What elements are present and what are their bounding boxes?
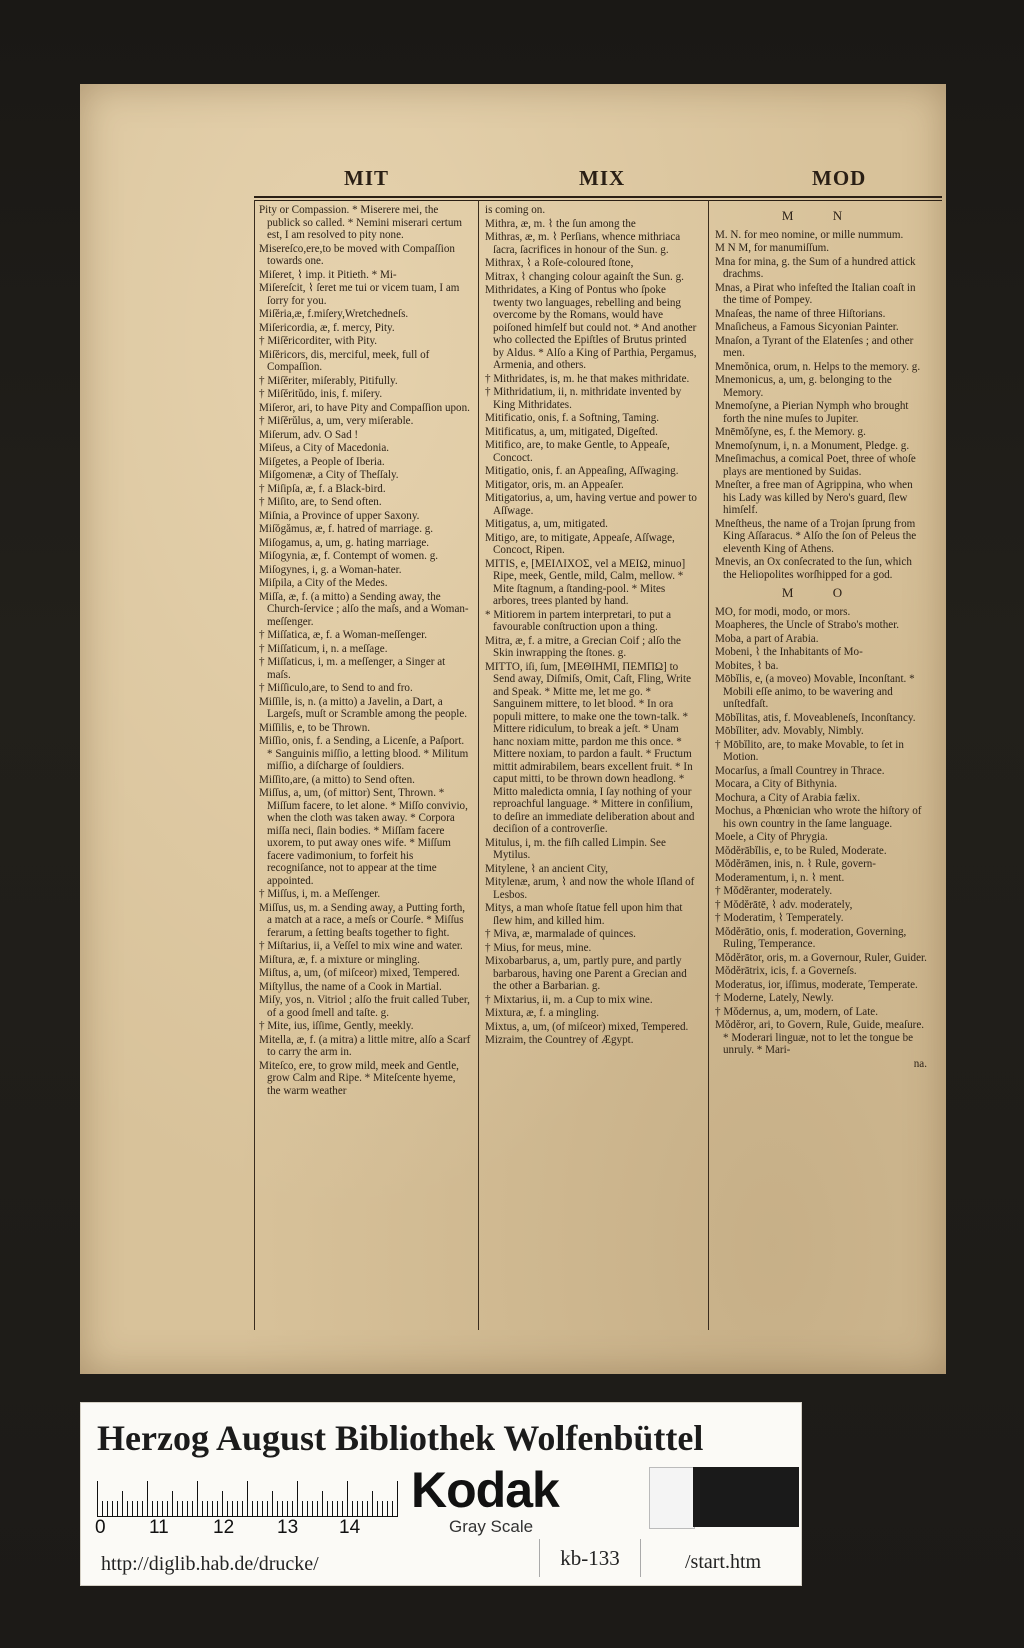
- dictionary-entry: Mixtus, a, um, (of miſceor) mixed, Tempered.: [485, 1020, 689, 1033]
- ruler-tick: [267, 1501, 268, 1517]
- dictionary-entry: Moapheres, the Uncle of Strabo's mother.: [715, 619, 900, 631]
- dictionary-entry: Mitigatorius, a, um, having vertue and power to Aſſwage.: [485, 492, 697, 517]
- column-rule-2: [708, 200, 709, 1330]
- dictionary-entry: † Miſſatica, æ, f. a Woman-meſſenger.: [259, 629, 428, 641]
- dictionary-entry: Mobeni, ⌇ the Inhabitants of Mo-: [715, 646, 863, 658]
- ruler-tick: [237, 1501, 238, 1517]
- ruler-tick: [382, 1501, 383, 1517]
- column-mod-part-a: [715, 229, 927, 582]
- dictionary-entry: M N M, for manumiſſum.: [715, 242, 830, 254]
- dictionary-entry: M. N. for meo nomine, or mille nummum.: [715, 228, 904, 241]
- dictionary-entry: Mŏdĕrāmen, inis, n. ⌇ Rule, govern-: [715, 858, 877, 870]
- ruler-tick: [357, 1501, 358, 1517]
- ruler-tick: [322, 1491, 323, 1517]
- column-mod: [715, 204, 927, 1336]
- ruler-tick: [257, 1501, 258, 1517]
- section-heading-mn: M N: [781, 208, 861, 223]
- ruler-tick: [172, 1491, 173, 1517]
- header-rule-thin: [254, 200, 942, 201]
- column-rule-1: [478, 200, 479, 1330]
- dictionary-entry: Mōbĭlis, e, (a moveo) Movable, Inconſtant. * Mobili eſſe animo, to be wavering and unſtedfaſt.: [715, 673, 915, 710]
- ruler-tick: [197, 1481, 198, 1517]
- ruler-tick: [337, 1501, 338, 1517]
- dictionary-entry: MO, for modi, modo, or mors.: [715, 605, 851, 618]
- dictionary-entry: Miſerum, adv. O Sad !: [259, 428, 359, 441]
- dictionary-entry: Mŏdĕror, ari, to Govern, Rule, Guide, meaſure. * Moderari linguæ, not to let the tongue be unruly. * Mari-: [715, 1019, 925, 1056]
- dictionary-entry: Miſŏgămus, æ, f. hatred of marriage. g.: [259, 523, 434, 535]
- dictionary-entry: Mitys, a man whoſe ſtatue fell upon him that ſlew him, and killed him.: [485, 902, 683, 927]
- dictionary-entry: † Miſĕricorditer, with Pity.: [259, 335, 378, 347]
- dictionary-entry: Miſogamus, a, um, g. hating marriage.: [259, 536, 430, 549]
- scale-ruler: [97, 1473, 397, 1517]
- column-mix: [485, 204, 697, 1336]
- ruler-tick: [117, 1501, 118, 1517]
- ruler-tick: [372, 1491, 373, 1517]
- ruler-tick: [127, 1501, 128, 1517]
- ruler-tick: [377, 1501, 378, 1517]
- dictionary-entry: Mnemŏnica, orum, n. Helps to the memory. g.: [715, 360, 921, 373]
- dictionary-entry: Miteſco, ere, to grow mild, meek and Gentle, grow Calm and Ripe. * Miteſcente hyeme, the warm weather: [259, 1059, 459, 1097]
- dictionary-entry: Miſſio, onis, f. a Sending, a Licenſe, a Paſport. * Sanguinis miſſio, a letting blood. * Militum miſſio, a diſcharge of ſouldiers.: [259, 735, 469, 772]
- dictionary-entry: Miſericordia, æ, f. mercy, Pity.: [259, 321, 395, 334]
- dictionary-entry: Moba, a part of Arabia.: [715, 632, 819, 645]
- dictionary-entry: Miſnia, a Province of upper Saxony.: [259, 509, 420, 522]
- ruler-tick: [347, 1481, 348, 1517]
- ruler-tick: [312, 1501, 313, 1517]
- dictionary-entry: Miſſa, æ, f. (a mitto) a Sending away, the Church-ſervice ; alſo the maſs, and a Woman-meſſenger.: [259, 590, 469, 628]
- dictionary-entry: MITTO, iſi, ſum, [ΜΕΘΙΗΜΙ, ΠΕΜΠΩ] to Send away, Diſmiſs, Omit, Caſt, Fling, Write and Speak. * Mitte me, let me go. * Sanguinem mittere, to let blood. * In ora populi mittere, to make one the town-talk. * Mittere ridiculum, to break a jeſt. * Unam hanc noxiam mitte, pardon me this once. * Mittere noxiam, to pardon a fault. * Fructum mittit admirabilem, bears excellent fruit. * In caput mitti, to be thrown down headlong. * Mitto maledicta omnia, I ſay nothing of your reproachful language. * Mittere in conſilium, to deſire an immediate deliberation about and deciſion of a controverſie.: [485, 660, 695, 835]
- dictionary-entry: is coming on.: [485, 204, 546, 216]
- dictionary-entry: * Mitiorem in partem interpretari, to put a favourable conſtruction upon a thing.: [485, 608, 672, 633]
- dictionary-entry: Mocara, a City of Bithynia.: [715, 778, 838, 790]
- dictionary-entry: Miſgetes, a People of Iberia.: [259, 455, 385, 468]
- ruler-tick: [152, 1501, 153, 1517]
- dictionary-entry: Mŏdĕrātrix, icis, f. a Governeſs.: [715, 965, 857, 977]
- dictionary-entry: Miſſito,are, (a mitto) to Send often.: [259, 773, 415, 786]
- ruler-tick: [352, 1501, 353, 1517]
- dictionary-entry: Mōbĭlitas, atis, f. Moveableneſs, Inconſtancy.: [715, 711, 916, 724]
- ruler-tick: [252, 1501, 253, 1517]
- shelfmark-box: kb-133: [539, 1539, 641, 1577]
- column-mit: [259, 204, 471, 1336]
- dictionary-entry: Miſtura, æ, f. a mixture or mingling.: [259, 953, 420, 966]
- ruler-tick: [277, 1501, 278, 1517]
- ruler-tick: [137, 1501, 138, 1517]
- ruler-tick: [177, 1501, 178, 1517]
- dictionary-entry: Mithridates, a King of Pontus who ſpoke twenty two languages, rebelling and being overcome by the Romans, would have poiſoned himſelf but could not. * And another who collected the Epiſtles of Brutus printed by Aldus. * Alſo a King of Parthia, Pergamus, Armenia, and others.: [485, 284, 697, 371]
- dictionary-entry: † Miſſus, i, m. a Meſſenger.: [259, 888, 381, 900]
- dictionary-entry: Mitigatio, onis, f. an Appeaſing, Aſſwaging.: [485, 465, 679, 477]
- dictionary-entry: † Miva, æ, marmalade of quinces.: [485, 928, 636, 940]
- dictionary-entry: Mna for mina, g. the Sum of a hundred attick drachms.: [715, 255, 916, 280]
- header-rule: [254, 196, 942, 198]
- ruler-tick: [212, 1501, 213, 1517]
- dictionary-entry: Miſĕria,æ, f.miſery,Wretchedneſs.: [259, 308, 409, 320]
- ruler-tick: [142, 1501, 143, 1517]
- dictionary-entry: † Mŏdĕranter, moderately.: [715, 885, 833, 897]
- dictionary-entry: Mŏdĕrābĭlis, e, to be Ruled, Moderate.: [715, 844, 887, 857]
- running-head-center: MIX: [579, 166, 626, 190]
- dictionary-entry: Mocarſus, a ſmall Countrey in Thrace.: [715, 764, 885, 777]
- dictionary-entry: Mochura, a City of Arabia fælix.: [715, 791, 861, 804]
- dictionary-entry: Miſtus, a, um, (of miſceor) mixed, Tempered.: [259, 967, 460, 979]
- ruler-tick: [392, 1501, 393, 1517]
- ruler-tick: [242, 1501, 243, 1517]
- dictionary-entry: † Mōbĭlito, are, to make Movable, to ſet in Motion.: [715, 738, 904, 763]
- dictionary-entry: Mitigatus, a, um, mitigated.: [485, 518, 608, 530]
- dictionary-entry: Mnas, a Pirat who infeſted the Italian coaſt in the time of Pompey.: [715, 281, 916, 306]
- section-heading-mo: M O: [781, 585, 861, 600]
- ruler-tick: [157, 1501, 158, 1517]
- dictionary-entry: Mitulus, i, m. the fiſh called Limpin. See Mytilus.: [485, 836, 666, 861]
- ruler-tick: [182, 1501, 183, 1517]
- ruler-tick: [307, 1501, 308, 1517]
- ruler-tick: [262, 1501, 263, 1517]
- dictionary-entry: Miſogynes, i, g. a Woman-hater.: [259, 563, 402, 576]
- dictionary-entry: Mnaſeas, the name of three Hiſtorians.: [715, 307, 886, 320]
- ruler-tick: [227, 1501, 228, 1517]
- dictionary-entry: † Mithridates, is, m. he that makes mithridate.: [485, 372, 690, 385]
- dictionary-entry: † Mite, ius, iſſime, Gently, meekly.: [259, 1020, 414, 1032]
- ruler-tick: [102, 1501, 103, 1517]
- ruler-tick: [397, 1481, 398, 1517]
- dictionary-entry: Moderamentum, i, n. ⌇ ment.: [715, 871, 845, 884]
- dictionary-entry: † Miſito, are, to Send often.: [259, 496, 382, 508]
- dictionary-entry: Mitigo, are, to mitigate, Appeaſe, Aſſwage, Concoct, Ripen.: [485, 531, 675, 556]
- dictionary-entry: Mitificatio, onis, f. a Softning, Taming.: [485, 412, 660, 424]
- ruler-tick: [232, 1501, 233, 1517]
- dictionary-entry: † Miſipſa, æ, f. a Black-bird.: [259, 482, 386, 495]
- ruler-tick: [97, 1481, 98, 1517]
- dictionary-entry: Mizraim, the Countrey of Ægypt.: [485, 1034, 634, 1046]
- dictionary-entry: Mobites, ⌇ ba.: [715, 659, 779, 672]
- ruler-tick: [247, 1481, 248, 1517]
- ruler-tick: [302, 1501, 303, 1517]
- dictionary-entry: † Miſſaticus, i, m. a meſſenger, a Singer at maſs.: [259, 656, 446, 681]
- dictionary-entry: Miſeror, ari, to have Pity and Compaſſion upon.: [259, 401, 470, 414]
- dictionary-entry: † Miſĕriter, miſerably, Pitifully.: [259, 374, 398, 387]
- scale-number-12: 12: [213, 1517, 235, 1538]
- dictionary-entry: Mithra, æ, m. ⌇ the ſun among the: [485, 217, 636, 230]
- dictionary-entry: Miſogynia, æ, f. Contempt of women. g.: [259, 550, 439, 562]
- ruler-tick: [297, 1481, 298, 1517]
- dictionary-entry: † Moderatim, ⌇ Temperately.: [715, 912, 844, 924]
- ruler-tick: [187, 1501, 188, 1517]
- dictionary-entry: Misereſco,ere,to be moved with Compaſſion towards one.: [259, 242, 455, 267]
- scale-number-11: 11: [149, 1517, 169, 1538]
- dictionary-entry: † Miſĕritŭdo, inis, f. miſery.: [259, 388, 383, 400]
- dictionary-entry: Mnemonicus, a, um, g. belonging to the Memory.: [715, 374, 892, 399]
- ruler-tick: [202, 1501, 203, 1517]
- dictionary-entry: Miſereſcit, ⌇ ſeret me tui or vicem tuam, I am ſorry for you.: [259, 282, 460, 307]
- dictionary-entry: Moderatus, ior, iſſimus, moderate, Temperate.: [715, 978, 918, 991]
- dictionary-entry: Mithrax, ⌇ a Roſe-coloured ſtone,: [485, 257, 634, 269]
- dictionary-entry: Mnevis, an Ox conſecrated to the ſun, which the Heliopolites worſhipped for a god.: [715, 556, 912, 581]
- running-head-right: MOD: [812, 166, 867, 190]
- ruler-tick: [217, 1501, 218, 1517]
- catchword: na.: [913, 1057, 927, 1070]
- url-right: /start.htm: [685, 1551, 762, 1573]
- dictionary-entry: † Moderne, Lately, Newly.: [715, 992, 834, 1004]
- ruler-tick: [327, 1501, 328, 1517]
- ruler-tick: [222, 1491, 223, 1517]
- dictionary-entry: † Mixtarius, ii, m. a Cup to mix wine.: [485, 993, 653, 1006]
- ruler-tick: [282, 1501, 283, 1517]
- dictionary-entry: Mitificatus, a, um, mitigated, Digeſted.: [485, 425, 658, 438]
- dictionary-entry: Miſĕricors, dis, merciful, meek, full of Compaſſion.: [259, 348, 430, 373]
- dictionary-entry: Miſpila, a City of the Medes.: [259, 577, 388, 589]
- running-head-left: MIT: [344, 166, 389, 190]
- dictionary-entry: † Mithridatium, ii, n. mithridate invented by King Mithridates.: [485, 386, 682, 411]
- dictionary-entry: Miſſile, is, n. (a mitto) a Javelin, a Dart, a Largeſs, muſt or Scramble among the people.: [259, 695, 468, 720]
- dictionary-entry: Mnaſicheus, a Famous Sicyonian Painter.: [715, 321, 899, 333]
- ruler-tick: [367, 1501, 368, 1517]
- dictionary-entry: Mithras, æ, m. ⌇ Perſians, whence mithriaca ſacra, ſacrifices in honour of the Sun. g.: [485, 231, 681, 256]
- dictionary-entry: Mnemoſynum, i, n. a Monument, Pledge. g.: [715, 439, 910, 452]
- dictionary-entry: † Miſſiculo,are, to Send to and fro.: [259, 682, 413, 694]
- dictionary-entry: Miſſilis, e, to be Thrown.: [259, 721, 371, 734]
- dictionary-entry: Mneſimachus, a comical Poet, three of whoſe plays are mentioned by Suidas.: [715, 453, 916, 478]
- dictionary-entry: Mnaſon, a Tyrant of the Elatenſes ; and other men.: [715, 334, 914, 359]
- dictionary-entry: Mnemoſyne, a Pierian Nymph who brought forth the nine muſes to Jupiter.: [715, 400, 909, 425]
- gray-swatch-dark: [693, 1467, 799, 1527]
- dictionary-text-block: [254, 166, 942, 1336]
- dictionary-entry: Mitifico, are, to make Gentle, to Appeaſe, Concoct.: [485, 439, 670, 464]
- dictionary-entry: Mitylenæ, arum, ⌇ and now the whole Iſland of Lesbos.: [485, 876, 695, 901]
- dictionary-entry: Miſeret, ⌇ imp. it Pitieth. * Mi-: [259, 268, 397, 281]
- ruler-tick: [292, 1501, 293, 1517]
- ruler-tick: [387, 1501, 388, 1517]
- dictionary-entry: Mitrax, ⌇ changing colour againſt the Sun. g.: [485, 270, 684, 283]
- ruler-tick: [332, 1501, 333, 1517]
- dictionary-entry: Mōbĭliter, adv. Movably, Nimbly.: [715, 725, 864, 737]
- dictionary-entry: Mŏdĕrātio, onis, f. moderation, Governing, Ruling, Temperance.: [715, 925, 907, 950]
- dictionary-entry: Mitra, æ, f. a mitre, a Grecian Coif ; alſo the Skin inwrapping the ſtones. g.: [485, 634, 681, 659]
- dictionary-entry: Miſſus, a, um, (of mittor) Sent, Thrown. * Miſſum facere, to let alone. * Miſſo convivio, when the cloth was taken away. * Corpora miſſa neci, ſlain bodies. * Miſſam facere uxorem, to put away ones wife. * Miſſum facere vadimonium, to forfeit his recogniſance, not to appear at the time appointed.: [259, 787, 468, 887]
- scale-number-13: 13: [277, 1517, 299, 1538]
- dictionary-entry: Miſeus, a City of Macedonia.: [259, 442, 390, 454]
- dictionary-entry: Mneſter, a free man of Agrippina, who when his Lady was killed by Nero's guard, ſlew himſelf.: [715, 479, 913, 516]
- archive-target-card: [80, 1402, 802, 1586]
- ruler-tick: [167, 1501, 168, 1517]
- dictionary-entry: Mnēmŏſyne, es, f. the Memory. g.: [715, 426, 866, 438]
- scale-number-0: 0: [95, 1517, 106, 1538]
- dictionary-entry: Mixobarbarus, a, um, partly pure, and partly barbarous, having one Parent a Grecian and the other a Barbarian. g.: [485, 955, 687, 992]
- dictionary-entry: Mixtura, æ, f. a mingling.: [485, 1007, 600, 1019]
- dictionary-entry: Mitylene, ⌇ an ancient City,: [485, 862, 609, 875]
- gray-swatch-light: [649, 1467, 695, 1529]
- ruler-tick: [107, 1501, 108, 1517]
- ruler-tick: [132, 1501, 133, 1517]
- dictionary-entry: † Mius, for meus, mine.: [485, 941, 592, 954]
- dictionary-entry: † Miſſaticum, i, n. a meſſage.: [259, 642, 388, 655]
- dictionary-entry: Miſy, yos, n. Vitriol ; alſo the fruit called Tuber, of a good ſmell and taſte. g.: [259, 994, 470, 1019]
- dictionary-entry: † Miſtarius, ii, a Veſſel to mix wine and water.: [259, 940, 463, 952]
- ruler-tick: [192, 1501, 193, 1517]
- kodak-logo: Kodak: [411, 1462, 559, 1518]
- dictionary-entry: Mneſtheus, the name of a Trojan ſprung from King Aſſaracus. * Alſo the ſon of Peleus the eleventh King of Athens.: [715, 517, 917, 555]
- column-mod-part-b: [715, 606, 927, 1057]
- ruler-tick: [362, 1501, 363, 1517]
- ruler-tick: [207, 1501, 208, 1517]
- dictionary-entry: Miſſus, us, m. a Sending away, a Putting forth, a match at a race, a meſs or Courſe. * Miſſus ferarum, a ſetting beaſts together to fight.: [259, 901, 466, 939]
- dictionary-entry: † Mŏdĕrātē, ⌇ adv. moderately,: [715, 898, 853, 911]
- dictionary-entry: MITIS, e, [ΜΕΙΛΙΧΟΣ, vel a ΜΕΙΩ, minuo] Ripe, meek, Gentle, mild, Calm, mellow. * Mite ſtagnum, a ſtanding-pool. * Mites arbores, trees planted by hand.: [485, 557, 686, 607]
- dictionary-entry: Mitella, æ, f. (a mitra) a little mitre, alſo a Scarf to carry the arm in.: [259, 1033, 471, 1058]
- ruler-tick: [162, 1501, 163, 1517]
- institution-name: Herzog August Bibliothek Wolfenbüttel: [97, 1418, 704, 1458]
- dictionary-entry: Mitigator, oris, m. an Appeaſer.: [485, 478, 624, 491]
- dictionary-entry: Pity or Compassion. * Miserere mei, the publick so called. * Nemini miserari certum est, I am resolved to pity none.: [259, 204, 463, 241]
- ruler-tick: [287, 1501, 288, 1517]
- dictionary-entry: † Mŏdernus, a, um, modern, of Late.: [715, 1005, 878, 1018]
- ruler-tick: [317, 1501, 318, 1517]
- column-rule-left: [254, 200, 255, 1330]
- ruler-tick: [112, 1501, 113, 1517]
- ruler-tick: [272, 1491, 273, 1517]
- dictionary-entry: Miſtyllus, the name of a Cook in Martial.: [259, 980, 442, 993]
- ruler-tick: [147, 1481, 148, 1517]
- scale-number-14: 14: [339, 1517, 361, 1538]
- dictionary-entry: Miſgomenæ, a City of Theſſaly.: [259, 469, 399, 481]
- url-left: http://diglib.hab.de/drucke/: [101, 1553, 319, 1575]
- dictionary-entry: Mochus, a Phœnician who wrote the hiſtory of his own country in the ſame language.: [715, 805, 922, 830]
- gray-scale-label: Gray Scale: [449, 1517, 534, 1536]
- dictionary-entry: Moele, a City of Phrygia.: [715, 831, 828, 843]
- dictionary-entry: Mŏdĕrātor, oris, m. a Governour, Ruler, Guider.: [715, 951, 927, 964]
- ruler-tick: [122, 1491, 123, 1517]
- dictionary-entry: † Miſĕrŭlus, a, um, very miſerable.: [259, 415, 414, 427]
- ruler-tick: [342, 1501, 343, 1517]
